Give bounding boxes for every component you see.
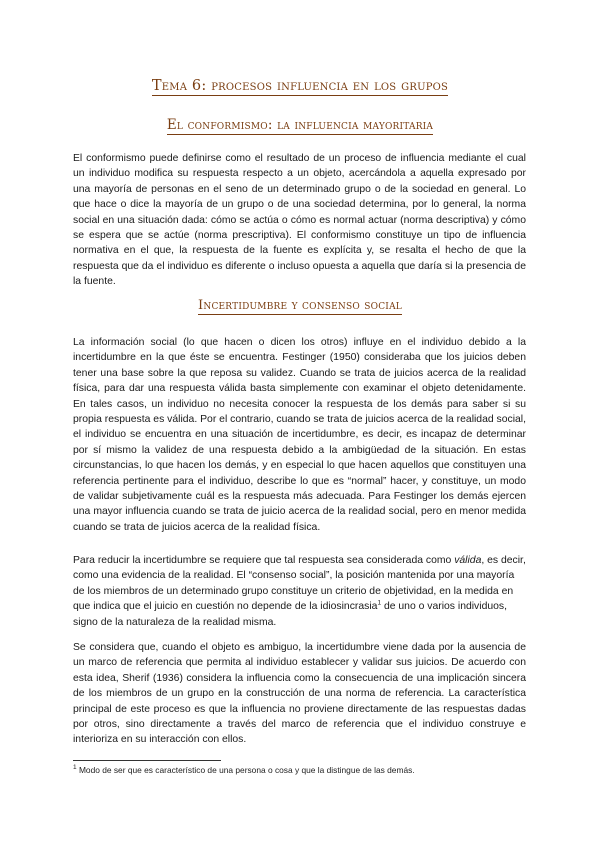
- paragraph-informacion-social: La información social (lo que hacen o dicen los otros) influye en el individuo debido a la incertidumbre en la que éste se encuentra. Festinger (1950) consideraba que los juicios deben tener una base sobre la que reposa su validez. Cuando se trata de juicios acerca de la realidad física, para dar una respuesta válida basta simplemente con examinar el objeto detenidamente. En tales casos, un individuo no necesita conocer la respuesta de los demás para saber si su propia respuesta es válida. Por el contrario, cuando se trata de juicios acerca de la realidad social, el individuo se encuentra en una situación de incertidumbre, es decir, es incapaz de determinar por sí mismo la validez de una respuesta debido a la ambigüedad de la situación. En estas circunstancias, lo que hacen los demás, y en especial lo que hacen aquellos que constituyen una referencia pertinente para el individuo, describe lo que es “normal” hacer, y constituye, un modo de validar subjetivamente cuál es la respuesta más adecuada. Para Festinger los demás ejercen una mayor influencia cuando se trata de juicio acerca de la realidad social, pero en menor medida cuando se trata de juicios acerca de la realidad física.: [73, 337, 526, 533]
- paragraph-conformismo: El conformismo puede definirse como el resultado de un proceso de influencia mediante el cual un individuo modifica su respuesta respecto a un objeto, acercándola a aquella expresado por una mayoría de personas en el seno de un determinado grupo o de la sociedad en general. Lo que hace o dice la mayoría de un grupo o de una sociedad determina, por lo general, la norma social en una situación dada: cómo se actúa o cómo es normal actuar (norma descriptiva) y cómo se espera que se actúe (norma prescriptiva). El conformismo constituye un tipo de influencia normativa en el que, la respuesta de la fuente es explícita y, se resalta el hecho de que la respuesta que da el individuo es diferente o incluso opuesta a aquella que daría si la presencia de la fuente.: [73, 153, 526, 288]
- footnote-text: Modo de ser que es característico de una persona o cosa y que la distingue de las demás.: [76, 765, 415, 775]
- section-heading-conformismo: El conformismo: la influencia mayoritaria: [166, 117, 434, 133]
- paragraph-reducir-incertidumbre: Para reducir la incertidumbre se requiere que tal respuesta sea considerada como válida, es decir, como una evidencia de la realidad. El “consenso social”, la posición mantenida por una mayoría de los miembros de un determinado grupo constituye un criterio de objetividad, en la medida en que indica que el juicio en cuestión no depende de la idiosincrasia$^1$ de uno o varios individuos, signo de la naturaleza de la realidad misma.: [73, 555, 526, 628]
- footnote-reference[interactable]: 1: [377, 599, 382, 607]
- section-heading-incertidumbre: Incertidumbre y consenso social: [198, 298, 402, 313]
- emphasis-valida: válida: [454, 555, 482, 566]
- page-title: Tema 6: procesos influencia en los grupos: [151, 78, 449, 94]
- footnote-divider: [73, 760, 221, 761]
- footnote: [73, 765, 415, 775]
- paragraph-sherif: Se considera que, cuando el objeto es ambiguo, la incertidumbre viene dada por la ausencia de un marco de referencia que permita al individuo establecer y validar sus juicios. De acuerdo con esta idea, Sherif (1936) considera la influencia como la consecuencia de una implicación sincera de los miembros de un grupo en la construcción de una norma de referencia. La característica principal de este proceso es que la influencia no proviene directamente de las respuestas dadas por otros, sino directamente a través del marco de referencia que el individuo construye e interioriza en su interacción con ellos.: [73, 642, 526, 746]
- footnote-mark: 1: [73, 764, 77, 772]
